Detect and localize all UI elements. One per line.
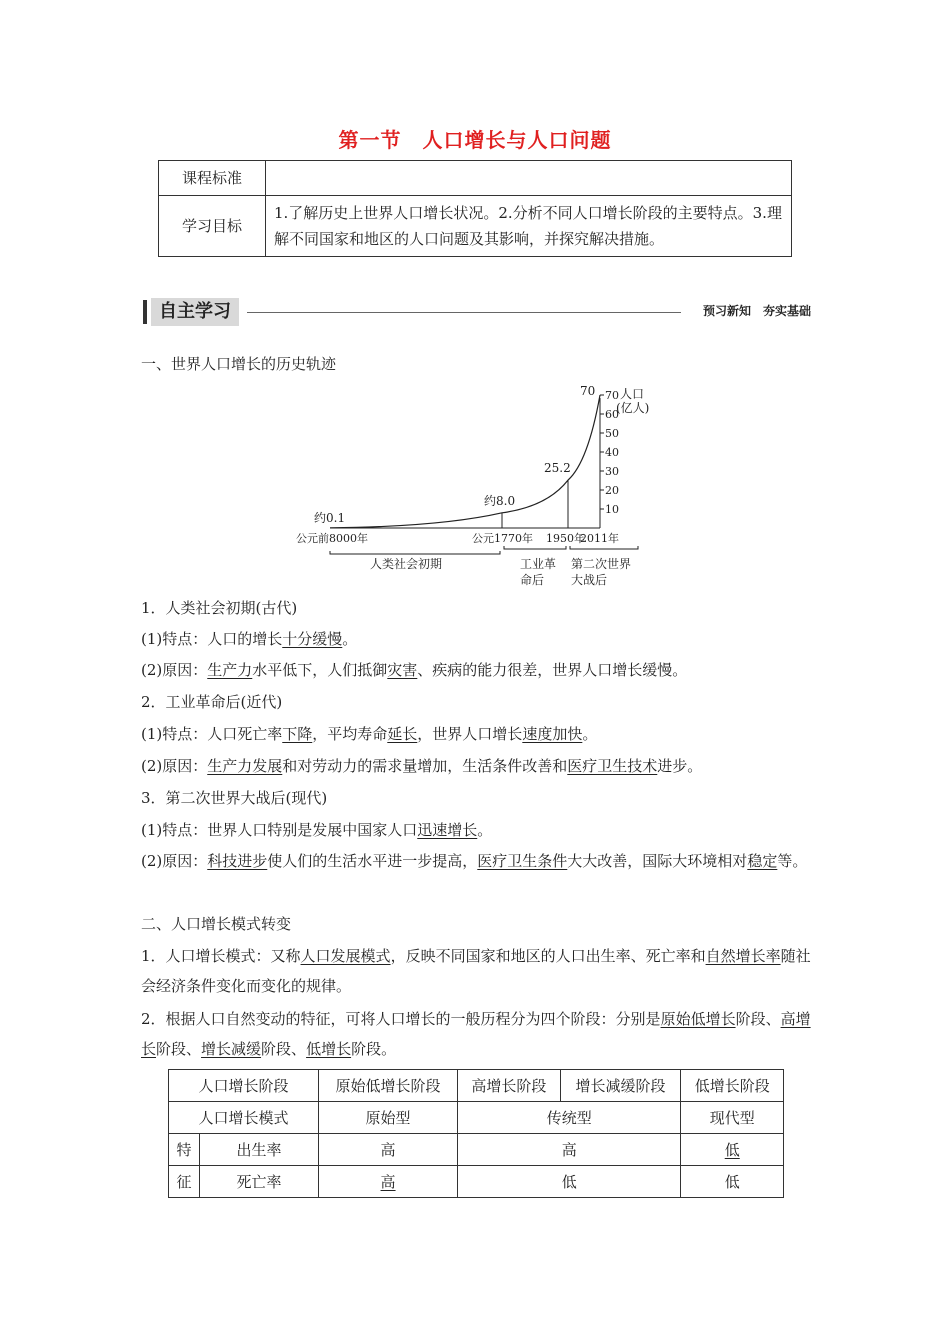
line-7: 3．第二次世界大战后(现代) (141, 789, 328, 807)
section-divider (247, 312, 681, 313)
section-tag: 预习新知 夯实基础 (702, 304, 811, 318)
population-chart (290, 386, 650, 591)
x-tick-label: 2011年 (580, 532, 619, 545)
table-cell: 低 (681, 1166, 784, 1198)
line-6: (2)原因：生产力发展和对劳动力的需求量增加，生活条件改善和医疗卫生技术进步。 (141, 757, 703, 775)
x-tick-label: 公元前8000年 (296, 532, 368, 545)
table-cell: 高 (319, 1134, 458, 1166)
table-row (169, 1070, 784, 1102)
section-label: 自主学习 (151, 298, 239, 326)
page-title: 第一节 人口增长与人口问题 (338, 128, 612, 152)
table-cell: 传统型 (458, 1102, 681, 1134)
line-3: (2)原因：生产力水平低下，人们抵御灾害、疾病的能力很差，世界人口增长缓慢。 (141, 661, 688, 679)
line-8: (1)特点：世界人口特别是发展中国家人口迅速增长。 (141, 821, 493, 839)
part1-heading: 一、世界人口增长的历史轨迹 (141, 355, 337, 373)
y-axis-label-2: (亿人) (616, 401, 650, 415)
point-label: 约8.0 (484, 493, 516, 508)
point-labels (314, 386, 595, 525)
line-12: 2．根据人口自然变动的特征，可将人口增长的一般历程分为四个阶段：分别是原始低增长阶段、高增长阶段、增长减缓阶段、低增长阶段。 (141, 1010, 811, 1058)
y-tick-label: 50 (605, 427, 619, 440)
line-9: (2)原因：科技进步使人们的生活水平进一步提高，医疗卫生条件大大改善，国际大环境相对稳定等。 (141, 852, 808, 870)
line-2: (1)特点：人口的增长十分缓慢。 (141, 630, 358, 648)
table-cell: 高 (319, 1166, 458, 1198)
y-tick-label: 20 (605, 484, 619, 497)
table-cell: 人口增长阶段 (169, 1070, 319, 1102)
period-label-2b: 命后 (520, 573, 545, 587)
y-tick-label: 60 (605, 408, 619, 421)
period-label-1: 人类社会初期 (370, 557, 443, 571)
table-cell: 死亡率 (200, 1166, 319, 1198)
table-cell: 高 (458, 1134, 681, 1166)
period-brackets (330, 546, 638, 554)
table-row (169, 1102, 784, 1134)
x-tick-labels (296, 531, 619, 545)
standards-label: 课程标准 (159, 161, 266, 196)
table-cell: 低 (458, 1166, 681, 1198)
y-axis-label-1: 人口 (620, 387, 645, 401)
table-row (169, 1134, 784, 1166)
table-cell: 出生率 (200, 1134, 319, 1166)
line-4: 2．工业革命后(近代) (141, 693, 283, 711)
y-tick-label: 70 (605, 389, 619, 402)
table-cell: 低增长阶段 (681, 1070, 784, 1102)
goals-value: 1.了解历史上世界人口增长状况。2.分析不同人口增长阶段的主要特点。3.理解不同国家和地区的人口问题及其影响，并探究解决措施。 (266, 196, 792, 257)
point-label: 70 (580, 386, 596, 398)
table-cell: 征 (169, 1166, 200, 1198)
line-11: 1．人口增长模式：又称人口发展模式，反映不同国家和地区的人口出生率、死亡率和自然增长率随社会经济条件变化而变化的规律。 (141, 947, 811, 995)
table-cell: 特 (169, 1134, 200, 1166)
section-marker (143, 300, 147, 324)
line-10: 二、人口增长模式转变 (141, 915, 292, 933)
period-label-2: 工业革 (520, 557, 557, 571)
table-row (169, 1166, 784, 1198)
point-label: 25.2 (544, 461, 571, 476)
table-cell: 增长减缓阶段 (560, 1070, 681, 1102)
goals-label: 学习目标 (159, 196, 266, 257)
table-cell: 高增长阶段 (458, 1070, 561, 1102)
period-label-3b: 大战后 (571, 573, 608, 587)
point-label: 约0.1 (314, 510, 346, 525)
table-cell: 人口增长模式 (169, 1102, 319, 1134)
period-label-3: 第二次世界 (571, 557, 632, 571)
table-cell: 原始型 (319, 1102, 458, 1134)
y-tick-label: 10 (605, 503, 619, 516)
standards-table (158, 160, 792, 257)
x-tick-label: 1950年 (546, 532, 585, 545)
section-header (143, 298, 811, 326)
line-1: 1．人类社会初期(古代) (141, 599, 298, 617)
table-cell: 现代型 (681, 1102, 784, 1134)
standards-value (266, 161, 792, 196)
table-cell: 原始低增长阶段 (319, 1070, 458, 1102)
table-cell: 低 (681, 1134, 784, 1166)
y-tick-label: 40 (605, 446, 619, 459)
line-5: (1)特点：人口死亡率下降，平均寿命延长，世界人口增长速度加快。 (141, 725, 598, 743)
x-tick-label: 公元1770年 (472, 532, 533, 545)
growth-model-table (168, 1069, 784, 1198)
y-tick-label: 30 (605, 465, 619, 478)
